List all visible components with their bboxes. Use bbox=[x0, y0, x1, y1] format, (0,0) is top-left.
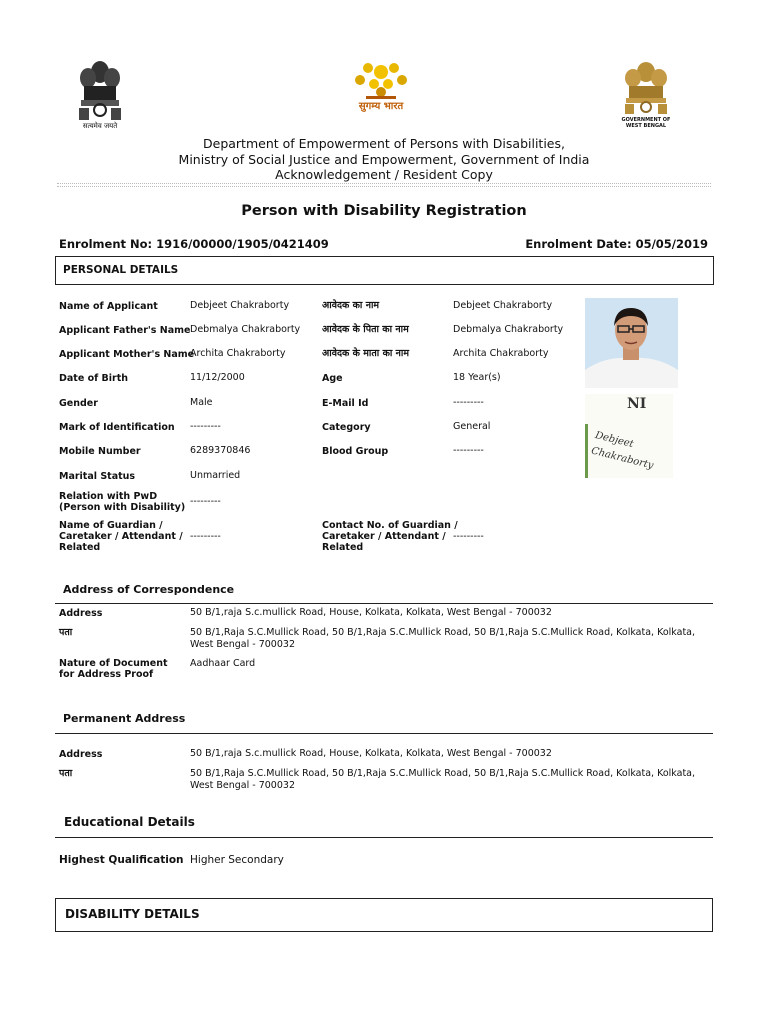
acknowledgement-line: Acknowledgement / Resident Copy bbox=[275, 167, 493, 182]
enrolment-no-label: Enrolment No: bbox=[59, 237, 153, 251]
perm-address-hindi-value bbox=[190, 768, 695, 791]
category-label: Category bbox=[322, 422, 371, 433]
west-bengal-emblem bbox=[620, 60, 672, 132]
ministry-line: Ministry of Social Justice and Empowerment, Government of India bbox=[178, 152, 590, 167]
address-proof-label bbox=[59, 658, 168, 680]
personal-details-title: PERSONAL DETAILS bbox=[63, 264, 179, 276]
contact-label-line1: Contact No. of Guardian / bbox=[322, 520, 458, 531]
department-line: Department of Empowerment of Persons with Disabilities, bbox=[203, 136, 565, 151]
age-label: Age bbox=[322, 373, 343, 384]
page-title: Person with Disability Registration bbox=[241, 203, 527, 219]
relation-label-line2: (Person with Disability) bbox=[59, 502, 186, 513]
header-divider bbox=[57, 183, 711, 184]
permanent-address-title: Permanent Address bbox=[63, 712, 186, 725]
correspondence-divider bbox=[55, 603, 713, 604]
applicant-photo bbox=[585, 298, 678, 388]
guardian-label bbox=[59, 520, 183, 553]
marital-status-value: Unmarried bbox=[190, 470, 241, 481]
corr-address-label: Address bbox=[59, 608, 103, 619]
sugamya-bharat-text: सुगम्य भारत bbox=[358, 101, 404, 112]
father-label: Applicant Father's Name bbox=[59, 325, 191, 336]
blood-group-value: --------- bbox=[453, 445, 484, 456]
address-proof-value: Aadhaar Card bbox=[190, 658, 256, 669]
gender-label: Gender bbox=[59, 398, 98, 409]
ashoka-lion-icon bbox=[76, 58, 124, 124]
name-hindi-value: Debjeet Chakraborty bbox=[453, 300, 553, 311]
signature-border bbox=[585, 424, 588, 478]
mother-hindi-value: Archita Chakraborty bbox=[453, 348, 549, 359]
guardian-label-line3: Related bbox=[59, 542, 101, 553]
father-hindi-value: Debmalya Chakraborty bbox=[453, 324, 564, 335]
perm-address-hindi-line1: 50 B/1,Raja S.C.Mullick Road, 50 B/1,Raja S.C.Mullick Road, 50 B/1,Raja S.C.Mullick Road, Kolkata, Kolkata, bbox=[190, 768, 696, 779]
sugamya-bharat-logo bbox=[346, 58, 416, 120]
enrolment-number bbox=[59, 237, 329, 251]
perm-address-value: 50 B/1,raja S.c.mullick Road, House, Kolkata, Kolkata, West Bengal - 700032 bbox=[190, 748, 552, 759]
marital-status-label: Marital Status bbox=[59, 471, 136, 482]
mark-label: Mark of Identification bbox=[59, 422, 175, 433]
mother-value: Archita Chakraborty bbox=[190, 348, 286, 359]
correspondence-title: Address of Correspondence bbox=[63, 583, 235, 596]
enrolment-date-label: Enrolment Date: bbox=[525, 237, 632, 251]
address-proof-label-line2: for Address Proof bbox=[59, 669, 154, 680]
relation-label bbox=[59, 491, 185, 513]
age-value: 18 Year(s) bbox=[453, 372, 501, 383]
mark-value: --------- bbox=[190, 421, 221, 432]
corr-address-hindi-line2: West Bengal - 700032 bbox=[190, 638, 295, 650]
contact-label-line2: Caretaker / Attendant / bbox=[322, 531, 446, 542]
perm-address-hindi-line2: West Bengal - 700032 bbox=[190, 779, 295, 791]
name-hindi-label: आवेदक का नाम bbox=[322, 300, 380, 311]
relation-label-line1: Relation with PwD bbox=[59, 491, 158, 502]
guardian-contact-label bbox=[322, 520, 458, 553]
person-photo-icon bbox=[585, 298, 678, 388]
header-divider-2 bbox=[57, 186, 711, 187]
ashoka-emblem-left bbox=[76, 58, 124, 136]
email-label: E-Mail Id bbox=[322, 398, 369, 409]
applicant-signature bbox=[585, 394, 673, 478]
guardian-label-line2: Caretaker / Attendant / bbox=[59, 531, 183, 542]
enrolment-date-value: 05/05/2019 bbox=[635, 237, 708, 251]
wb-caption-2: WEST BENGAL bbox=[625, 123, 667, 129]
name-label: Name of Applicant bbox=[59, 301, 158, 312]
corr-address-value: 50 B/1,raja S.c.mullick Road, House, Kolkata, Kolkata, West Bengal - 700032 bbox=[190, 607, 552, 618]
dob-value: 11/12/2000 bbox=[190, 372, 245, 383]
corr-address-hindi-line1: 50 B/1,Raja S.C.Mullick Road, 50 B/1,Raja S.C.Mullick Road, 50 B/1,Raja S.C.Mullick Road, Kolkata, Kolkata, bbox=[190, 627, 696, 638]
disability-details-title: DISABILITY DETAILS bbox=[65, 907, 200, 921]
mother-hindi-label: आवेदक के माता का नाम bbox=[322, 348, 410, 359]
corr-address-hindi-value bbox=[190, 627, 695, 650]
qualification-value: Higher Secondary bbox=[190, 854, 284, 866]
gender-value: Male bbox=[190, 397, 213, 408]
contact-label-line3: Related bbox=[322, 542, 364, 553]
mobile-label: Mobile Number bbox=[59, 446, 141, 457]
email-value: --------- bbox=[453, 397, 484, 408]
educational-details-title: Educational Details bbox=[64, 815, 195, 829]
relation-value: --------- bbox=[190, 496, 221, 507]
permanent-address-divider bbox=[55, 733, 713, 734]
qualification-label: Highest Qualification bbox=[59, 854, 184, 866]
enrolment-date bbox=[525, 237, 708, 251]
father-value: Debmalya Chakraborty bbox=[190, 324, 301, 335]
signature-initials: NI bbox=[627, 396, 647, 412]
ashoka-lion-gold-icon bbox=[620, 60, 672, 116]
blood-group-label: Blood Group bbox=[322, 446, 389, 457]
corr-address-hindi-label: पता bbox=[59, 627, 73, 638]
mobile-value: 6289370846 bbox=[190, 445, 251, 456]
name-value: Debjeet Chakraborty bbox=[190, 300, 290, 311]
mother-label: Applicant Mother's Name bbox=[59, 349, 195, 360]
enrolment-no-value: 1916/00000/1905/0421409 bbox=[156, 237, 329, 251]
category-value: General bbox=[453, 421, 491, 432]
dob-label: Date of Birth bbox=[59, 373, 129, 384]
address-proof-label-line1: Nature of Document bbox=[59, 658, 168, 669]
father-hindi-label: आवेदक के पिता का नाम bbox=[322, 324, 409, 335]
guardian-label-line1: Name of Guardian / bbox=[59, 520, 163, 531]
perm-address-hindi-label: पता bbox=[59, 768, 73, 779]
guardian-contact-value: --------- bbox=[453, 531, 484, 542]
perm-address-label: Address bbox=[59, 749, 103, 760]
wb-caption-1: GOVERNMENT OF bbox=[621, 117, 671, 123]
emblem-caption: सत्यमेव जयते bbox=[82, 122, 118, 130]
signature-text: Debjeet Chakraborty bbox=[589, 429, 655, 472]
educational-divider bbox=[55, 837, 713, 838]
guardian-value: --------- bbox=[190, 531, 221, 542]
